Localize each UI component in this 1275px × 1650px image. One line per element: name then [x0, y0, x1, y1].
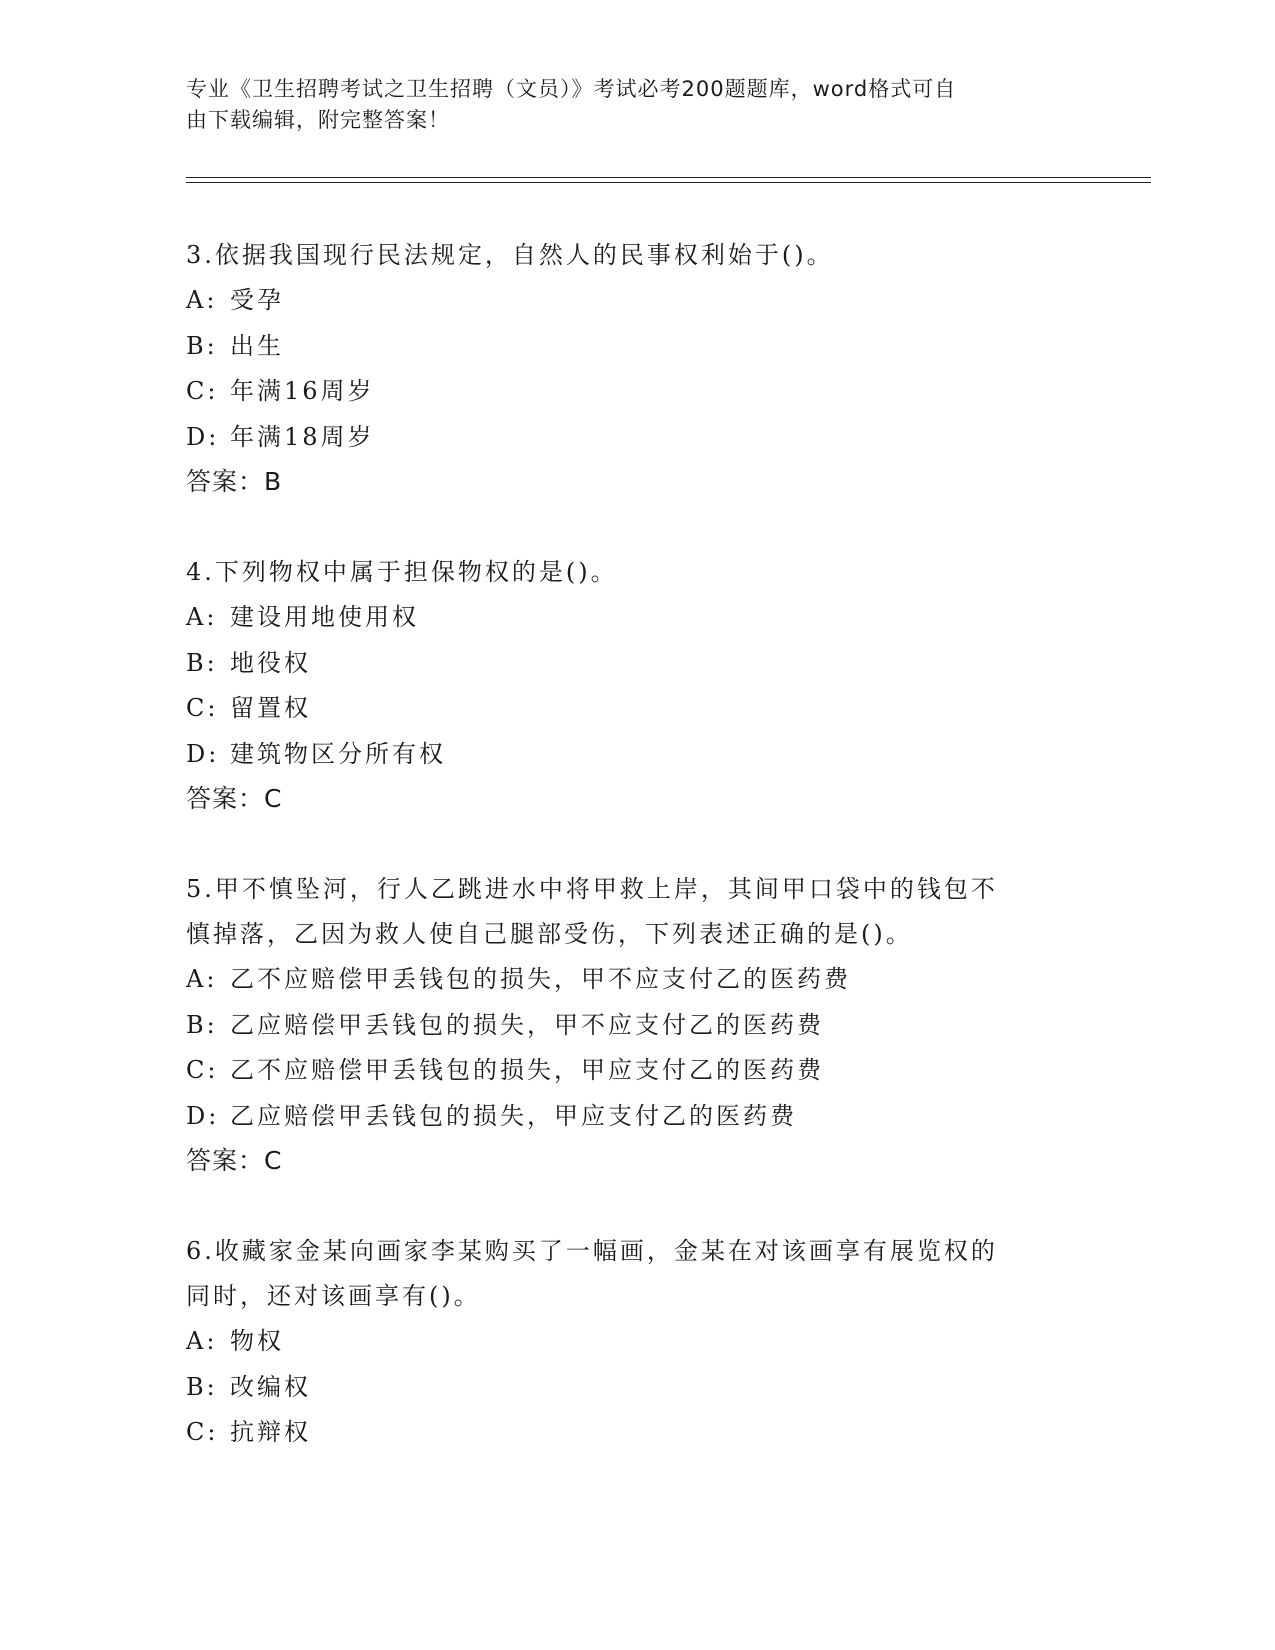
option-c [186, 686, 1086, 732]
option-text: 年满18周岁 [230, 422, 375, 451]
option-d [186, 415, 1086, 461]
option-b [186, 1003, 1086, 1049]
option-b [186, 1365, 1086, 1411]
option-letter: B: [186, 648, 218, 677]
header-divider-top [186, 177, 1151, 178]
question-stem-line: 4.下列物权中属于担保物权的是()。 [186, 558, 618, 586]
option-text: 年满16周岁 [230, 377, 375, 405]
option-letter: D: [186, 422, 220, 451]
option-text: 建筑物区分所有权 [230, 739, 446, 768]
option-text: 受孕 [230, 286, 284, 314]
question-6 [186, 1229, 1086, 1456]
header-line-1: 专业《卫生招聘考试之卫生招聘（文员）》考试必考200题题库，word格式可自 [186, 77, 957, 101]
option-letter: C: [186, 1418, 219, 1446]
answer-label: 答案：C [186, 1146, 283, 1175]
option-text: 乙不应赔偿甲丢钱包的损失，甲不应支付乙的医药费 [230, 965, 851, 993]
option-text: 建设用地使用权 [230, 603, 419, 631]
option-a [186, 595, 1086, 641]
option-text: 地役权 [230, 648, 311, 677]
option-text: 改编权 [230, 1372, 311, 1401]
option-letter: B: [186, 331, 218, 360]
option-d [186, 732, 1086, 778]
question-list [186, 233, 1086, 1502]
option-text: 留置权 [230, 694, 311, 722]
option-text: 乙不应赔偿甲丢钱包的损失，甲应支付乙的医药费 [230, 1056, 824, 1084]
option-text: 抗辩权 [230, 1418, 311, 1446]
header-line-2: 由下载编辑，附完整答案！ [186, 108, 450, 132]
option-c [186, 369, 1086, 415]
option-letter: C: [186, 694, 219, 722]
question-stem [186, 550, 1086, 595]
option-b [186, 324, 1086, 370]
option-c [186, 1410, 1086, 1456]
option-letter: D: [186, 739, 220, 768]
option-text: 乙应赔偿甲丢钱包的损失，甲不应支付乙的医药费 [230, 1010, 824, 1039]
option-text: 物权 [230, 1327, 284, 1355]
question-3 [186, 233, 1086, 504]
option-c [186, 1048, 1086, 1094]
question-stem-line: 3.依据我国现行民法规定，自然人的民事权利始于()。 [186, 241, 834, 269]
option-letter: B: [186, 1372, 218, 1401]
answer-label: 答案：C [186, 784, 283, 813]
option-a [186, 278, 1086, 324]
option-letter: C: [186, 1056, 219, 1084]
question-stem-line: 5.甲不慎坠河，行人乙跳进水中将甲救上岸，其间甲口袋中的钱包不 [186, 875, 998, 903]
document-header [186, 74, 1066, 136]
option-d [186, 1094, 1086, 1140]
option-letter: A: [186, 603, 218, 631]
question-stem [186, 867, 1086, 957]
question-stem-line: 6.收藏家金某向画家李某购买了一幅画，金某在对该画享有展览权的 [186, 1237, 998, 1265]
option-text: 出生 [230, 331, 284, 360]
option-letter: B: [186, 1010, 218, 1039]
question-4 [186, 550, 1086, 821]
option-letter: A: [186, 1327, 218, 1355]
option-a [186, 957, 1086, 1003]
answer-label: 答案：B [186, 467, 283, 496]
option-text: 乙应赔偿甲丢钱包的损失，甲应支付乙的医药费 [230, 1101, 797, 1130]
option-letter: A: [186, 286, 218, 314]
question-5 [186, 867, 1086, 1183]
question-stem-line: 慎掉落，乙因为救人使自己腿部受伤，下列表述正确的是()。 [186, 920, 913, 948]
option-b [186, 641, 1086, 687]
question-stem [186, 233, 1086, 278]
option-letter: C: [186, 377, 219, 405]
option-letter: D: [186, 1101, 220, 1130]
question-stem [186, 1229, 1086, 1319]
option-letter: A: [186, 965, 218, 993]
option-a [186, 1319, 1086, 1365]
header-divider-bottom [186, 182, 1151, 183]
question-stem-line: 同时，还对该画享有()。 [186, 1282, 481, 1310]
